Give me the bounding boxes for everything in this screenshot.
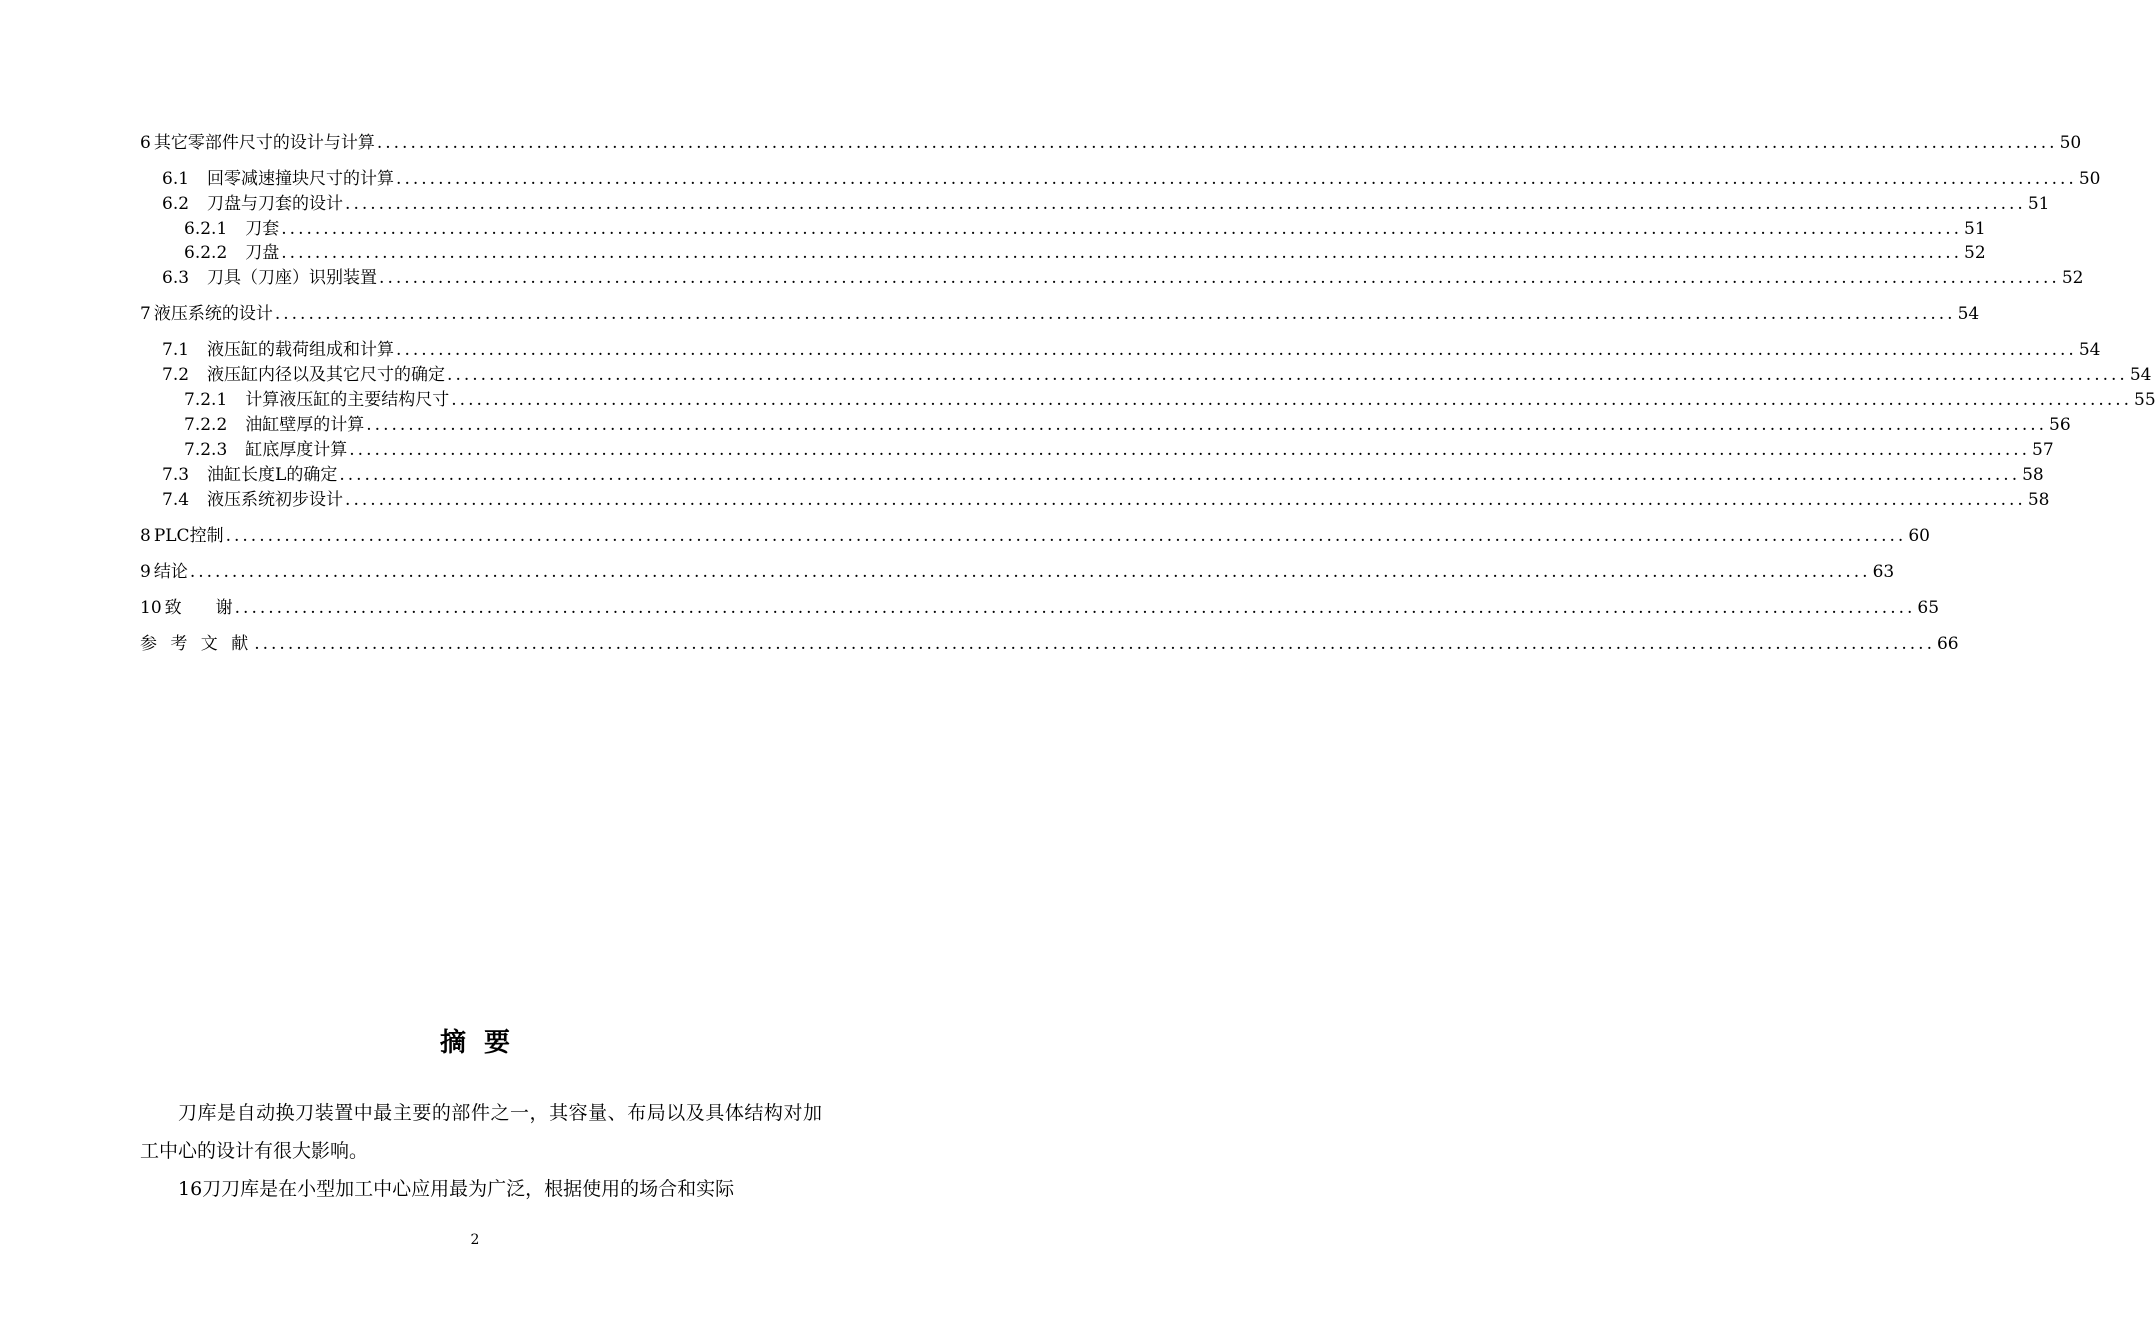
toc-entry-number: 7 bbox=[140, 304, 151, 324]
toc-entry-number: 6.2 bbox=[162, 194, 190, 214]
toc-entry bbox=[140, 524, 1930, 548]
toc-entry-title: 液压缸的载荷组成和计算 bbox=[207, 340, 395, 360]
toc-leader-dots: ........................................................................................................................................................................................................ bbox=[345, 490, 2026, 510]
toc-entry bbox=[140, 632, 1959, 656]
abstract-paragraph: 刀库是自动换刀装置中最主要的部件之一，其容量、布局以及具体结构对加工中心的设计有很大影响。 bbox=[140, 1102, 822, 1162]
toc-entry-page: 52 bbox=[2061, 268, 2084, 288]
toc-entry-number: 7.1 bbox=[162, 340, 190, 360]
toc-entry-page: 50 bbox=[2059, 133, 2082, 153]
toc-leader-dots: ........................................................................................................................................................................................................ bbox=[345, 194, 2026, 214]
toc-leader-dots: ........................................................................................................................................................................................................ bbox=[396, 340, 2077, 360]
toc-entry-title: 计算液压缸的主要结构尺寸 bbox=[245, 390, 450, 410]
toc-entry bbox=[140, 560, 1895, 584]
toc-leader-dots: ........................................................................................................................................................................................................ bbox=[274, 304, 1956, 324]
toc-entry bbox=[140, 131, 2082, 155]
toc-entry bbox=[140, 192, 2050, 216]
toc-entry-title: 刀套 bbox=[245, 219, 280, 239]
abstract-body bbox=[140, 1094, 822, 1208]
toc-entry bbox=[140, 167, 2101, 191]
toc-entry bbox=[140, 302, 1980, 326]
toc-leader-dots: ........................................................................................................................................................................................................ bbox=[281, 243, 1963, 263]
toc-entry-page: 65 bbox=[1917, 598, 1940, 618]
toc-entry-title: 参 考 文 献 bbox=[140, 634, 253, 654]
toc-entry-number: 9 bbox=[140, 562, 151, 582]
toc-leader-dots: ........................................................................................................................................................................................................ bbox=[451, 390, 2133, 410]
toc-entry bbox=[140, 488, 2050, 512]
toc-entry-number: 8 bbox=[140, 526, 151, 546]
toc-entry-page: 54 bbox=[2129, 365, 2152, 385]
toc-leader-dots: ........................................................................................................................................................................................................ bbox=[376, 133, 2058, 153]
toc-entry bbox=[140, 217, 1986, 241]
toc-entry-number: 7.2 bbox=[162, 365, 190, 385]
toc-entry-title: 刀盘与刀套的设计 bbox=[207, 194, 344, 214]
toc-entry-title: 刀盘 bbox=[245, 243, 280, 263]
toc-entry-number: 7.2.2 bbox=[184, 415, 228, 435]
toc-entry-title: 液压系统初步设计 bbox=[207, 490, 344, 510]
toc-leader-dots: ........................................................................................................................................................................................................ bbox=[379, 268, 2060, 288]
toc-entry bbox=[140, 338, 2101, 362]
toc-leader-dots: ........................................................................................................................................................................................................ bbox=[349, 440, 2031, 460]
toc-entry-title: 液压缸内径以及其它尺寸的确定 bbox=[207, 365, 446, 385]
toc-entry-title: 结论 bbox=[153, 562, 188, 582]
toc-entry-number: 7.3 bbox=[162, 465, 190, 485]
toc-entry-number: 6 bbox=[140, 133, 151, 153]
toc-entry-page: 50 bbox=[2078, 169, 2101, 189]
toc-leader-dots: ........................................................................................................................................................................................................ bbox=[189, 562, 1871, 582]
toc-entry-page: 58 bbox=[2022, 465, 2044, 485]
toc-entry-page: 51 bbox=[2027, 194, 2050, 214]
toc-entry bbox=[140, 388, 2156, 412]
toc-entry-page: 57 bbox=[2032, 440, 2054, 460]
toc-entry-page: 52 bbox=[1964, 243, 1986, 263]
toc-entry-number: 7.2.3 bbox=[184, 440, 228, 460]
toc-leader-dots: ........................................................................................................................................................................................................ bbox=[234, 598, 1916, 618]
abstract-title: 摘要 bbox=[439, 1028, 528, 1058]
toc-leader-dots: ........................................................................................................................................................................................................ bbox=[447, 365, 2128, 385]
toc-leader-dots: ........................................................................................................................................................................................................ bbox=[254, 634, 1935, 654]
toc-entry bbox=[140, 596, 1940, 620]
toc-entry-title: 刀具（刀座）识别装置 bbox=[207, 268, 378, 288]
toc-entry-title: PLC控制 bbox=[153, 526, 224, 546]
toc-entry-title: 其它零部件尺寸的设计与计算 bbox=[153, 133, 375, 153]
toc-entry bbox=[140, 363, 2152, 387]
toc-entry-number: 6.3 bbox=[162, 268, 190, 288]
toc-entry-title: 油缸长度L的确定 bbox=[207, 465, 338, 485]
toc-entry-title: 回零减速撞块尺寸的计算 bbox=[207, 169, 395, 189]
toc-entry bbox=[140, 241, 1986, 265]
toc-entry-page: 55 bbox=[2134, 390, 2156, 410]
toc-leader-dots: ........................................................................................................................................................................................................ bbox=[281, 219, 1963, 239]
toc-leader-dots: ........................................................................................................................................................................................................ bbox=[366, 415, 2048, 435]
toc-entry-page: 60 bbox=[1908, 526, 1930, 546]
toc-entry-number: 7.4 bbox=[162, 490, 190, 510]
toc-entry-page: 56 bbox=[2049, 415, 2071, 435]
toc-leader-dots: ........................................................................................................................................................................................................ bbox=[339, 465, 2021, 485]
toc-entry bbox=[140, 413, 2071, 437]
toc-entry bbox=[140, 463, 2044, 487]
toc-entry-number: 6.1 bbox=[162, 169, 190, 189]
toc-entry-number: 10 bbox=[140, 598, 162, 618]
toc-entry-page: 63 bbox=[1872, 562, 1895, 582]
toc-entry-page: 51 bbox=[1964, 219, 1986, 239]
toc-entry-number: 7.2.1 bbox=[184, 390, 228, 410]
toc-entry-page: 54 bbox=[2078, 340, 2101, 360]
toc-entry bbox=[140, 266, 2084, 290]
toc-entry-title: 缸底厚度计算 bbox=[245, 440, 348, 460]
toc-entry-page: 58 bbox=[2027, 490, 2050, 510]
toc-leader-dots: ........................................................................................................................................................................................................ bbox=[396, 169, 2077, 189]
toc-entry-title: 致 谢 bbox=[164, 598, 233, 618]
toc-leader-dots: ........................................................................................................................................................................................................ bbox=[225, 526, 1907, 546]
toc-entry-number: 6.2.2 bbox=[184, 243, 228, 263]
toc-entry-number: 6.2.1 bbox=[184, 219, 228, 239]
toc-entry-page: 66 bbox=[1936, 634, 1959, 654]
page-number: 2 bbox=[470, 1232, 480, 1248]
toc-entry-title: 油缸壁厚的计算 bbox=[245, 415, 365, 435]
abstract-paragraph: 16刀刀库是在小型加工中心应用最为广泛，根据使用的场合和实际 bbox=[178, 1178, 735, 1200]
toc-entry-title: 液压系统的设计 bbox=[153, 304, 273, 324]
toc-entry bbox=[140, 438, 2054, 462]
toc-entry-page: 54 bbox=[1957, 304, 1980, 324]
